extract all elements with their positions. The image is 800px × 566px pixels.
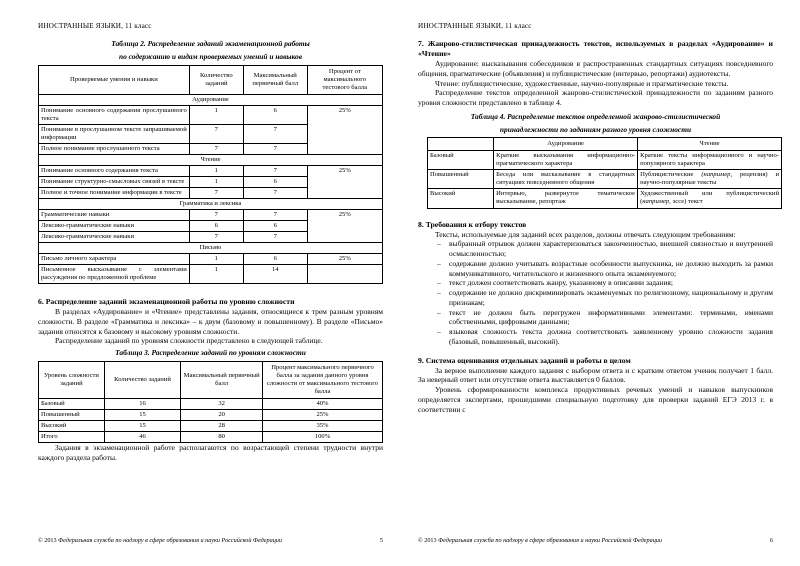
table4-level: Повышенный [428,170,494,189]
list-item-text: содержание должно учитывать возрастные особенности выпускника, не должно выходить за рамки коммуникативного, читательского и жизненного опыта экзаменуемого; [449,258,773,278]
table3-count: 15 [104,410,180,421]
table2-score: 7 [243,143,307,154]
section-7-heading: 7. Жанрово-стилистическая принадлежность текстов, используемых в разделах «Аудирование» и «Чтение» [418,39,773,58]
running-head-left: ИНОСТРАННЫЕ ЯЗЫКИ, 11 класс [38,22,152,30]
table2-percent: 25% [307,165,382,198]
table-row [428,170,782,189]
table4-reading-italic: (например, [701,171,733,179]
table4-listening: Беседа или высказывание в стандартных ситуациях повседневного общения [494,170,638,189]
table-3 [38,361,383,443]
table3-level: Итого [39,432,105,443]
section-9-heading: 9. Система оценивания отдельных заданий и работы в целом [418,355,631,365]
table-row [39,254,383,265]
table-row [39,410,383,421]
table4-reading-italic: например, [642,198,671,206]
table-row [39,105,383,124]
section-8-bullet-list [418,239,773,346]
table-4 [427,137,782,208]
table2-score: 6 [243,105,307,124]
table2-score: 7 [243,124,307,143]
footer-left [38,537,383,544]
table4-level: Высокий [428,189,494,208]
footer-page-number: 5 [379,537,383,544]
table3-score: 32 [181,399,263,410]
table2-count: 7 [189,209,243,220]
section-6-para-1: В разделах «Аудирование» и «Чтение» представлены задания, относящиеся к трем разным уровням сложности. В разделе «Грамматика и лексика» – к двум (базовому и повышенному). В разделе «Письмо» задания относятся к базовому и высокому уровням сложности. [38,307,383,336]
table2-score: 7 [243,232,307,243]
table2-col-score: Максимальный первичный балл [243,65,307,94]
table3-count: 15 [104,421,180,432]
table3-col-count: Количество заданий [104,361,180,398]
table3-header-row [39,361,383,398]
table2-percent: 25% [307,254,382,265]
list-item-text: выбранный отрывок должен характеризоваться законченностью, внешней связностью и внутренней осмысленностью; [449,239,773,258]
list-item [418,327,773,347]
table3-col-level: Уровень сложности заданий [39,361,105,398]
dash-icon: – [437,278,441,288]
table2-skill: Понимание структурно-смысловых связей в тексте [39,176,190,187]
table-row [39,209,383,220]
table2-count: 1 [189,165,243,176]
section-7-para-1: Аудирование: высказывания собеседников в распространенных стандартных ситуациях повседневного общения, прагматические (объявления) и публицистические (интервью, репортажи) аудиотексты. [418,59,773,78]
table2-percent: 25% [307,105,382,154]
table2-caption-line2: по содержанию и видам проверяемых умений и навыков [118,51,303,61]
dash-icon: – [437,258,441,268]
list-item [418,308,773,328]
list-item [418,288,773,308]
table2-skill: Письмо личного характера [39,254,190,265]
table-row [39,399,383,410]
table3-percent: 40% [263,399,383,410]
table2-col-percent: Процент от максимального тестового балла [307,65,382,94]
table4-reading-pre: Публицистические [640,171,702,179]
table2-skill: Полное понимание прослушанного текста [39,143,190,154]
table2-percent-empty [307,265,382,284]
table2-col-count: Количество заданий [189,65,243,94]
table2-skill: Понимание основного содержания текста [39,165,190,176]
table2-score: 14 [243,265,307,284]
section-6-heading: 6. Распределение заданий экзаменационной работы по уровню сложности [38,297,295,307]
table3-col-score: Максимальный первичный балл [181,361,263,398]
table2-caption-line1: Таблица 2. Распределение заданий экзаменационной работы [111,39,310,48]
dash-icon: – [437,288,441,297]
table-row [428,189,782,208]
section-7-para-2: Чтение: публицистические, художественные, научно-популярные и прагматические тексты. [435,78,729,88]
table4-col-blank [428,138,494,151]
dash-icon: – [437,327,441,336]
left-closing-paragraph: Задания в экзаменационной работе располагаются по возрастающей степени трудности внутри каждого раздела работы. [38,443,383,462]
left-page-content [38,22,383,463]
table4-reading-post: рецензия) и научно-популярные тексты [640,171,779,187]
footer-copyright: © 2013 [38,537,57,544]
right-page-content [418,22,779,414]
table2-count: 1 [189,176,243,187]
section-6-para-2: Распределение заданий по уровням сложности представлено в следующей таблице. [55,336,323,346]
table2-percent: 25% [307,209,382,242]
table2-header-row [39,65,383,94]
list-item [418,259,773,279]
table2-group-row [39,154,383,165]
table2-group-row [39,198,383,209]
table2-col-skill: Проверяемые умения и навыки [39,65,190,94]
table4-listening: Краткие высказывания информационно-прагматического характера [494,151,638,170]
table2-skill: Письменное высказывание с элементами рассуждения по предложенной проблеме [39,265,190,284]
table2-skill: Грамматические навыки [39,209,190,220]
table4-col-listening: Аудирование [494,138,638,151]
footer-page-number: 6 [769,537,773,544]
table3-caption: Таблица 3. Распределение заданий по уровням сложности [115,348,306,358]
table4-caption-line1: Таблица 4. Распределение текстов определенной жанрово-стилистической [470,111,721,121]
section-8-heading: 8. Требования к отбору текстов [418,219,527,229]
table3-score: 80 [181,432,263,443]
table2-skill: Понимание основного содержания прослушанного текста [39,105,190,124]
table2-score: 7 [243,187,307,198]
table2-count: 7 [189,143,243,154]
table3-percent: 35% [263,421,383,432]
running-head-right: ИНОСТРАННЫЕ ЯЗЫКИ, 11 класс [418,22,532,30]
table2-count: 7 [189,232,243,243]
table2-skill: Полное и точное понимание информации в тексте [39,187,190,198]
footer-copyright: © 2013 [418,537,437,544]
footer-right [418,537,773,544]
table3-score: 28 [181,421,263,432]
table4-col-reading: Чтение [638,138,782,151]
table4-level: Базовый [428,151,494,170]
table2-count: 7 [189,187,243,198]
list-item [418,239,773,259]
table2-count: 7 [189,124,243,143]
list-item-text: содержание не должно дискриминировать экзаменуемых по религиозному, национальному и другим признакам; [449,288,773,307]
section-9-para-1: За верное выполнение каждого задания с выбором ответа и с кратким ответом ученик получает 1 балл. За неверный ответ или отсутствие ответа выставляется 0 баллов. [418,365,773,385]
table2-skill: Понимание в прослушанном тексте запрашиваемой информации [39,124,190,143]
table4-reading-pre: Художественный или публицистический ( [640,190,779,206]
table4-reading: Краткие тексты информационного и научно-популярного характера [638,151,782,170]
table4-reading-post: эссе) текст [670,198,703,206]
footer-text: Федеральная служба по надзору в сфере образования и науки Российской Федерации [438,537,662,544]
table2-skill: Лексико-грамматические навыки [39,232,190,243]
table2-score: 7 [243,165,307,176]
table-row [428,151,782,170]
table2-group-row [39,243,383,254]
table3-count: 16 [104,399,180,410]
table-row [39,165,383,176]
table2-group-label: Аудирование [39,94,383,105]
section-7-para-3: Распределение текстов определенной жанрово-стилистической принадлежности по заданиям разного уровня сложности представлено в таблице 4. [418,88,773,107]
table3-count: 46 [104,432,180,443]
list-item-text: текст должен соответствовать жанру, указанному в описании задания; [449,278,673,288]
table2-count: 1 [189,105,243,124]
table2-group-label: Грамматика и лексика [39,198,383,209]
table4-reading [638,170,782,189]
table2-group-label: Чтение [39,154,383,165]
dash-icon: – [437,239,441,249]
table3-col-percent: Процент максимального первичного балла за задания данного уровня сложности от максимального тестового балла [263,361,383,398]
table-row [39,421,383,432]
table4-header-row [428,138,782,151]
table2-score: 7 [243,209,307,220]
table2-count: 1 [189,265,243,284]
table2-score: 6 [243,254,307,265]
table2-score: 6 [243,221,307,232]
list-item [418,278,773,288]
table3-score: 20 [181,410,263,421]
table-2 [38,65,383,285]
table-row [39,265,383,284]
list-item-text: текст не должен быть перегружен информативными элементами: терминами, именами собственными, цифровыми данными; [449,307,773,327]
table4-reading [638,189,782,208]
dash-icon: – [437,307,441,317]
list-item-text: языковая сложность текста должна соответствовать заявленному уровню сложности задания (базовый, повышенный, высокий). [449,327,773,346]
table2-group-row [39,94,383,105]
section-9-para-2: Уровень сформированности комплекса продуктивных речевых умений и навыков выпускников определяется экспертами, прошедшими специальную подготовку для проверки заданий ЕГЭ 2013 г. в соответствии с [418,385,773,414]
table2-group-label: Письмо [39,243,383,254]
table3-level: Высокий [39,421,105,432]
footer-text: Федеральная служба по надзору в сфере образования и науки Российской Федерации [58,537,282,544]
table3-level: Повышенный [39,410,105,421]
table-row [39,432,383,443]
table2-skill: Лексико-грамматические навыки [39,221,190,232]
table2-count: 6 [189,221,243,232]
table2-score: 6 [243,176,307,187]
table3-level: Базовый [39,399,105,410]
table3-percent: 100% [263,432,383,443]
table4-caption-line2: принадлежности по заданиям разного уровня сложности [499,124,692,134]
table4-listening: Интервью, развернутое тематическое высказывание, репортаж [494,189,638,208]
section-8-para-1: Тексты, используемые для заданий всех разделов, должны отвечать следующим требованиям: [435,229,736,239]
table2-count: 1 [189,254,243,265]
table3-percent: 25% [263,410,383,421]
